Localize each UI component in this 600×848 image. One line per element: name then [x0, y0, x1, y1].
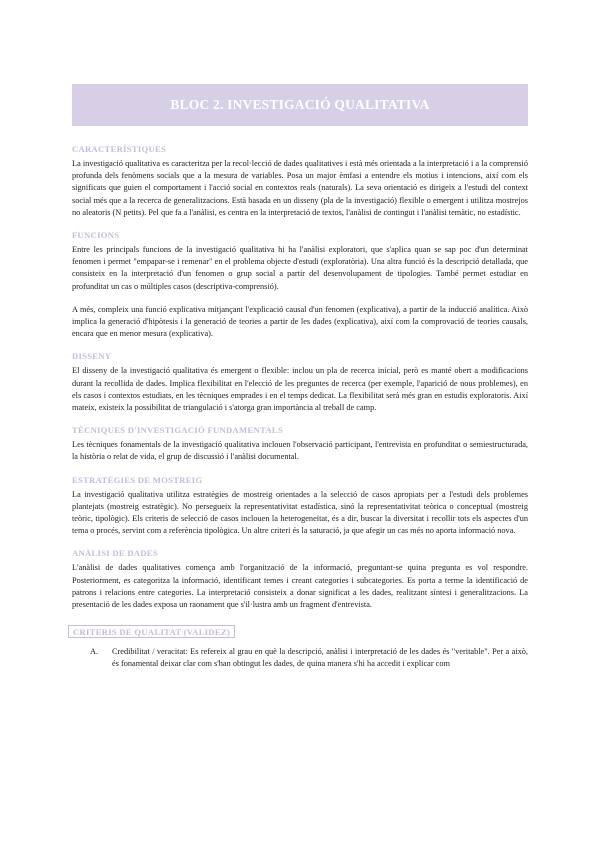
title-banner	[72, 84, 528, 126]
section-heading: FUNCIONS	[72, 230, 120, 241]
paragraph: La investigació qualitativa es caracteritza per la recol·lecció de dades qualitatives i està més orientada a la interpretació i a la comprensió profunda dels fenòmens socials que a la mesura de variables. Posa un major èmfasi a entendre els motius i intencions, així com els significats que guien el comportament i l'acció social en contextos reals (naturals). La seva orientació es dirigeix a l'estudi del context social més que a la recerca de generalitzacions. Està basada en un disseny (pla de la investigació) flexible o emergent i utilitza mostrejos no aleatoris (N petits). Pel que fa a l'anàlisi, es centra en la interpretació de textos, l'anàlisi de contingut i l'anàlisi temàtic, no estadístic.	[72, 159, 528, 217]
section-disseny	[72, 351, 528, 414]
section-heading: DISSENY	[72, 351, 112, 362]
list-item	[90, 646, 528, 670]
list-marker: A.	[90, 647, 99, 657]
paragraph: A més, compleix una funció explicativa mitjançant l'explicació causal d'un fenomen (explicativa), a partir de la inducció analítica. Això implica la generació d'hipòtesis i la generació de teories a partir de les dades (explicativa), així com la comprovació de teories causals, encara que en menor mesura (explicativa).	[72, 304, 528, 339]
section-analisi	[72, 548, 528, 611]
section-heading: ESTRATÈGIES DE MOSTREIG	[72, 474, 203, 485]
section-heading: CARACTERÍSTIQUES	[72, 144, 167, 154]
paragraph: La investigació qualitativa utilitza estratègies de mostreig orientades a la selecció de casos apropiats per a l'estudi dels problemes plantejats (mostreig estratègic). No persegueix la representativitat estadística, sinó la representativitat teòrica o conceptual (mostreig teòric, tipològic). Els criteris de selecció de casos inclouen la heterogeneïtat, és a dir, buscar la diversitat i recollir tots els aspectes d'un tema o procés, servint com a referència tipològica. Un altre criteri és la saturació, ja que afegir un cas més no aporta informació nova.	[72, 489, 528, 536]
section-mostreig	[72, 475, 528, 538]
list-item-text: Credibilitat / veracitat: Es refereix al grau en què la descripció, anàlisi i interpretació de les dades és "veritable". Per a això, és fonamental deixar clar com s'han obtingut les dades, de quina manera s'hi ha accedit i explicar com	[112, 647, 528, 669]
paragraph: El disseny de la investigació qualitativa és emergent o flexible: inclou un pla de recerca inicial, però es manté obert a modificacions durant la recollida de dades. Implica flexibilitat en l'elecció de les preguntes de recerca (per exemple, l'aparició de nous problemes), en els casos i contextos estudiats, en les tècniques emprades i en el temps dedicat. La flexibilitat serà més gran en estudis exploratoris. Així mateix, existeix la possibilitat de triangulació i s'atorga gran importància al treball de camp.	[72, 366, 528, 413]
section-funcions	[72, 230, 528, 340]
criteria-list	[72, 646, 528, 670]
section-caracteristiques	[72, 144, 528, 219]
section-criteris	[72, 622, 528, 670]
section-heading: TÈCNIQUES D'INVESTIGACIÓ FUNDAMENTALS	[72, 425, 284, 436]
paragraph: Entre les principals funcions de la investigació qualitativa hi ha l'anàlisi exploratori, que s'aplica quan se sap poc d'un determinat fenomen i permet "empapar-se i remenar" en el problema objecte d'estudi (exploratòria). Una altra funció és la descripció detallada, que consisteix en la interpretació d'un fenomen o grup social a partir del desenvolupament de tipologies. També permet estudiar en profunditat un cas o múltiples casos (descriptiva-comprensió).	[72, 245, 528, 291]
page-title: BLOC 2. INVESTIGACIÓ QUALITATIVA	[170, 97, 430, 112]
section-heading: CRITERIS DE QUALITAT (VALIDEZ)	[68, 625, 235, 638]
paragraph: L'anàlisi de dades qualitatives comença amb l'organització de la informació, preguntant-se quina pregunta es vol respondre. Posteriorment, es categoritza la informació, identificant temes i creant categories i subcategories. Es porta a terme la identificació de patrons i relacions entre categories. La interpretació consisteix a donar significat a les dades, realitzant síntesi i generalitzacions. La presentació de les dades exposa un raonament que s'il·lustra amb un fragment d'entrevista.	[72, 563, 528, 610]
section-tecniques	[72, 425, 528, 463]
document-body	[72, 144, 528, 671]
section-heading: ANÀLISI DE DADES	[72, 548, 158, 559]
paragraph: Les tècniques fonamentals de la investigació qualitativa inclouen l'observació participant, l'entrevista en profunditat o semiestructurada, la història o relat de vida, el grup de discussió i l'anàlisi documental.	[72, 440, 528, 462]
